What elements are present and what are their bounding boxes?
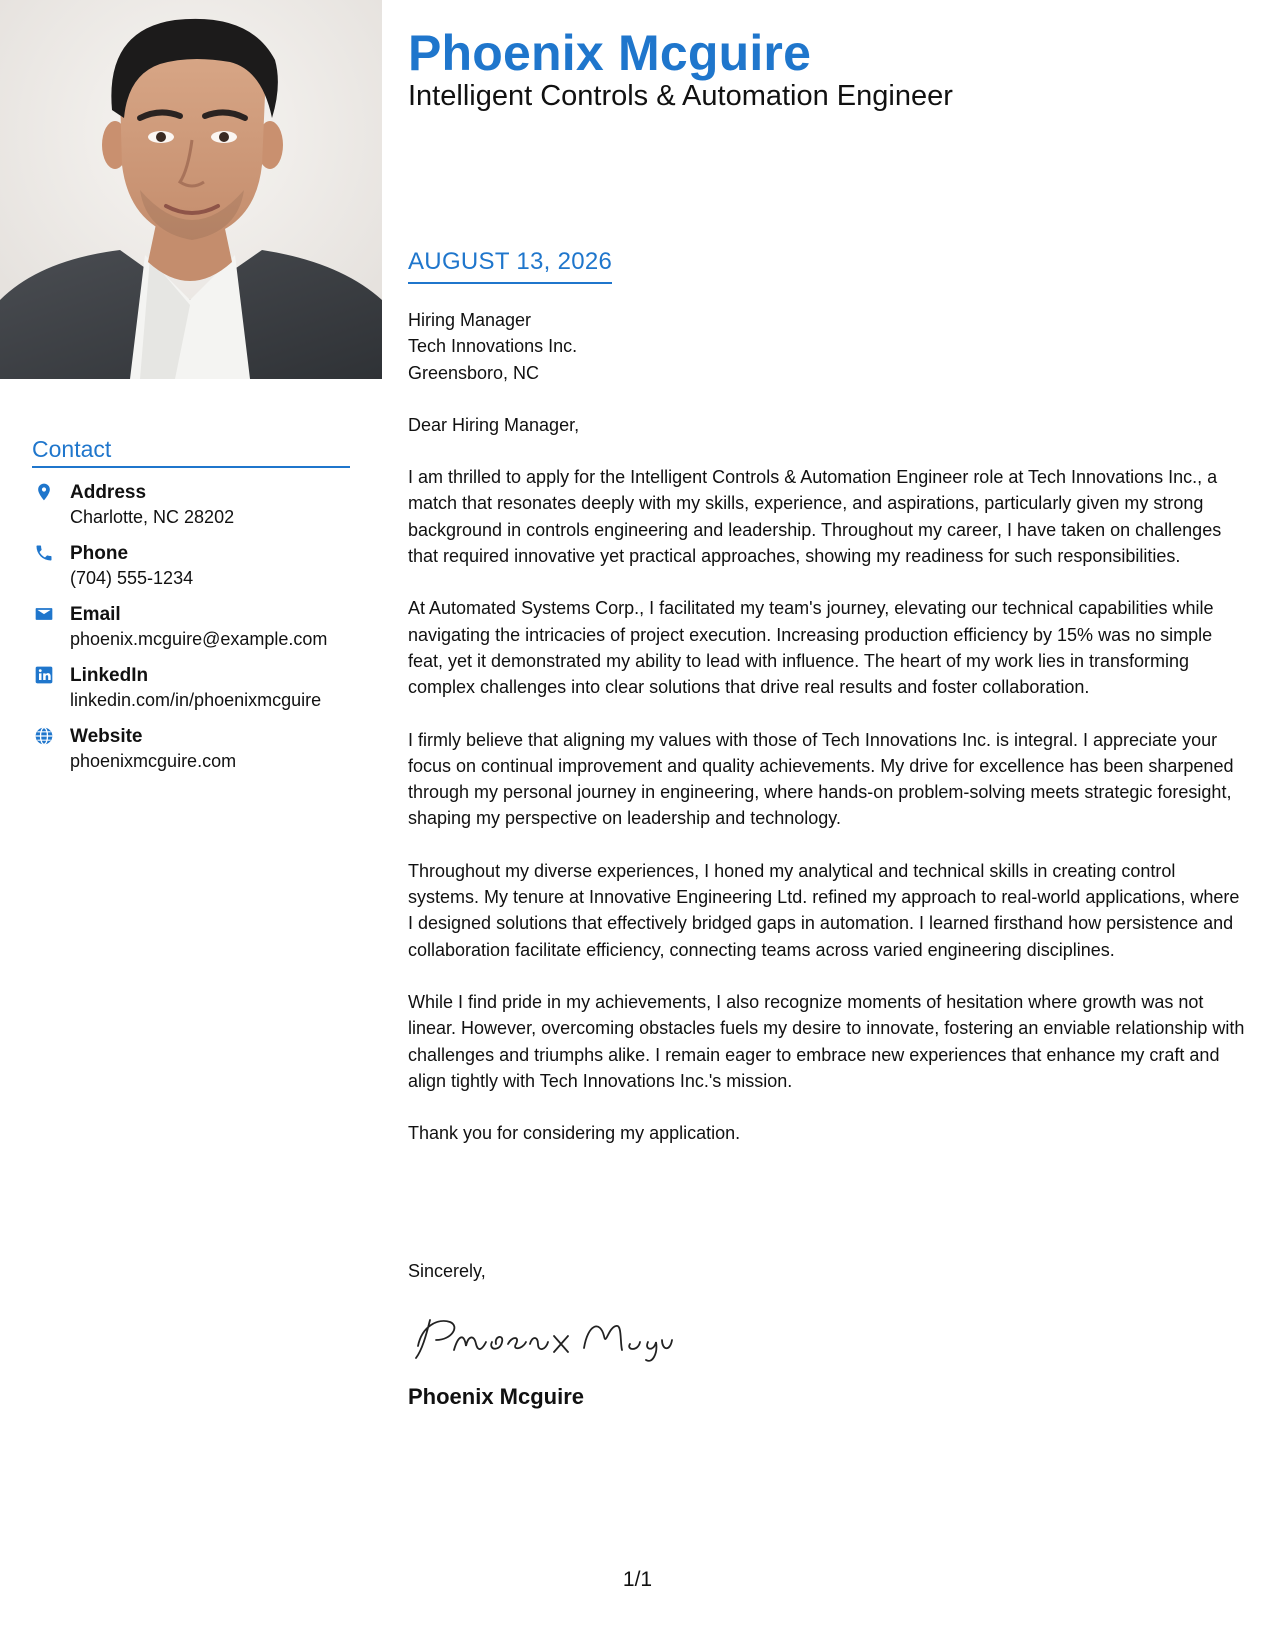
signer-name: Phoenix Mcguire [408, 1384, 585, 1409]
contact-address [32, 480, 350, 530]
linkedin-icon [34, 665, 54, 685]
letter-date: AUGUST 13, 2026 [408, 248, 612, 284]
date-block [408, 248, 612, 284]
contact-heading: Contact [32, 436, 350, 468]
contact-linkedin [32, 663, 350, 713]
map-pin-icon [34, 482, 54, 502]
contact-value[interactable]: (704) 555-1234 [70, 568, 194, 588]
applicant-name: Phoenix Mcguire [408, 25, 812, 81]
body-paragraph: Throughout my diverse experiences, I honed my analytical and technical skills in creating control systems. My tenure at Innovative Engineering Ltd. refined my approach to real-world applications, where I designed solutions that effectively bridged gaps in automation. I learned firsthand how persistence and collaboration facilitate efficiency, connecting teams across varied engineering disciplines. [408, 860, 1240, 960]
body-paragraph: I am thrilled to apply for the Intelligent Controls & Automation Engineer role at Tech Innovations Inc., a match that resonates deeply with my skills, experience, and aspirations, particularly given my strong background in controls engineering and leadership. Throughout my career, I have taken on challenges that required innovative yet practical approaches, showing my readiness for such responsibilities. [408, 467, 1222, 567]
letter-header [408, 22, 1248, 114]
contact-label: Website [70, 726, 143, 747]
contact-label: Address [70, 482, 147, 503]
contact-value[interactable]: phoenix.mcguire@example.com [70, 629, 328, 649]
contact-email [32, 602, 350, 652]
contact-value: Charlotte, NC 28202 [70, 507, 235, 527]
handwritten-signature [408, 1306, 1008, 1366]
globe-icon [34, 726, 54, 746]
contact-value[interactable]: phoenixmcguire.com [70, 751, 237, 771]
letter-body [408, 307, 1248, 1146]
recipient-line: Hiring Manager [408, 310, 532, 330]
contact-phone [32, 541, 350, 591]
page-indicator: 1/1 [622, 1568, 653, 1591]
recipient-line: Tech Innovations Inc. [408, 336, 578, 357]
thanks-line: Thank you for considering my application. [408, 1123, 741, 1144]
contact-label: LinkedIn [70, 665, 149, 686]
body-paragraph: While I find pride in my achievements, I also recognize moments of hesitation where growth was not linear. However, overcoming obstacles fuels my desire to innovate, fostering an enviable relationship with challenges and triumphs alike. I remain eager to embrace new experiences that enhance my craft and align tightly with Tech Innovations Inc.'s mission. [408, 991, 1245, 1091]
contact-label: Email [70, 604, 121, 625]
contact-section [32, 436, 350, 785]
contact-value[interactable]: linkedin.com/in/phoenixmcguire [70, 690, 322, 710]
contact-label: Phone [70, 543, 129, 564]
profile-photo [0, 0, 382, 379]
envelope-icon [34, 604, 54, 624]
salutation: Dear Hiring Manager, [408, 414, 580, 435]
body-paragraph: At Automated Systems Corp., I facilitated my team's journey, elevating our technical capabilities while navigating the intricacies of project execution. Increasing production efficiency by 15% was no simple feat, yet it demonstrated my ability to lead with influence. The heart of my work lies in transforming complex challenges into clear solutions that drive real results and foster collaboration. [408, 598, 1214, 698]
contact-website [32, 724, 350, 774]
closing: Sincerely, [408, 1261, 486, 1281]
signature-block [408, 1258, 1008, 1410]
body-paragraph: I firmly believe that aligning my values with those of Tech Innovations Inc. is integral. I appreciate your focus on continual improvement and quality achievements. My drive for excellence has been sharpened through my personal journey in engineering, where hands-on problem-solving meets strategic foresight, shaping my perspective on leadership and technology. [408, 729, 1234, 829]
applicant-role: Intelligent Controls & Automation Engineer [408, 80, 953, 112]
phone-icon [34, 543, 54, 563]
recipient-line: Greensboro, NC [408, 362, 540, 383]
